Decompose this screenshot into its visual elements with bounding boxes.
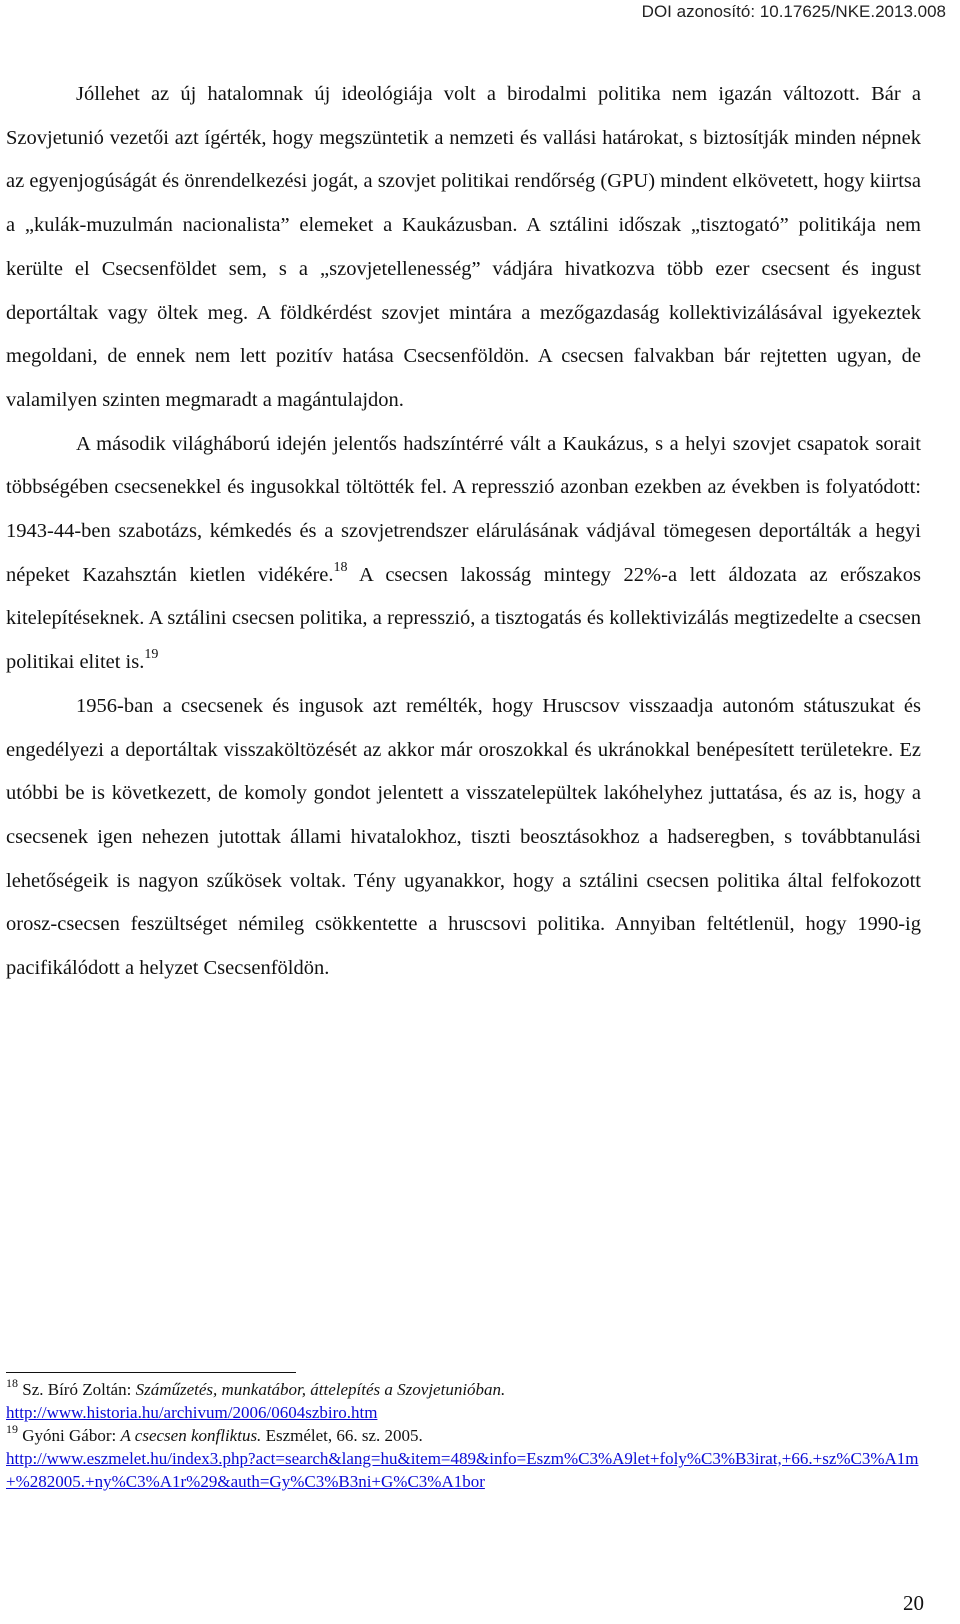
footnote-separator	[6, 1372, 296, 1373]
footnote-19-link[interactable]: http://www.eszmelet.hu/index3.php?act=search&lang=hu&item=489&info=Eszm%C3%A9let+foly%C3%B3irat,+66.+sz%C3%A1m+%282005.+ny%C3%A1r%29&auth=Gy%C3%B3ni+G%C3%A1bor	[6, 1449, 919, 1491]
footnote-rest: Eszmélet, 66. sz. 2005.	[261, 1426, 423, 1445]
paragraph-2	[6, 423, 921, 685]
footnote-number: 18	[6, 1376, 18, 1391]
footnote-ref-18[interactable]: 18	[333, 559, 348, 575]
paragraph-1: Jóllehet az új hatalomnak új ideológiája volt a birodalmi politika nem igazán változott. Bár a Szovjetunió vezetői azt ígérték, hogy megszüntetik a nemzeti és vallási határokat, s biztosítják minden népnek az egyenjogúságát és önrendelkezési jogát, a szovjet politikai rendőrség (GPU) mindent elkövetett, hogy kiirtsa a „kulák-muzulmán nacionalista” elemeket a Kaukázusban. A sztálini időszak „tisztogató” politikája nem kerülte el Csecsenföldet sem, s a „szovjetellenesség” vádjára hivatkozva több ezer csecsent és ingust deportáltak vagy öltek meg. A földkérdést szovjet mintára a mezőgazdaság kollektivizálásával igyekeztek megoldani, de ennek nem lett pozitív hatása Csecsenföldön. A csecsen falvakban bár rejtetten ugyan, de valamilyen szinten megmaradt a magántulajdon.	[6, 83, 921, 411]
footnote-title: Száműzetés, munkatábor, áttelepítés a Szovjetunióban.	[135, 1380, 506, 1399]
doi-header: DOI azonosító: 10.17625/NKE.2013.008	[641, 2, 946, 21]
footnotes	[6, 1378, 926, 1493]
paragraph-2-text-a: A második világháború idején jelentős hadszíntérré vált a Kaukázus, s a helyi szovjet csapatok sorait többségében csecsenekkel és ingusokkal töltötték fel. A represszió azonban ezekben az években is folyatódott: 1943-44-ben szabotázs, kémkedés és a szovjetrendszer elárulásának vádjával tömegesen deportálták a hegyi népeket Kazahsztán kietlen vidékére.	[6, 432, 921, 586]
footnote-ref-19[interactable]: 19	[144, 647, 159, 663]
main-text	[6, 73, 921, 991]
paragraph-3: 1956-ban a csecsenek és ingusok azt remélték, hogy Hruscsov visszaadja autonóm státuszukat és engedélyezi a deportáltak visszaköltözését az akkor már oroszokkal és ukránokkal benépesített területekre. Ez utóbbi be is következett, de komoly gondot jelentett a visszatelepültek lakóhelyhez juttatása, és az is, hogy a csecsenek igen nehezen jutottak állami hivatalokhoz, tiszti beosztásokhoz a hadseregben, s továbbtanulási lehetőségeik is nagyon szűkösek voltak. Tény ugyanakkor, hogy a sztálini csecsen politika által felfokozott orosz-csecsen feszültséget némileg csökkentette a hruscsovi politika. Annyiban feltétlenül, hogy 1990-ig pacifikálódott a helyzet Csecsenföldön.	[6, 694, 921, 980]
footnote-19	[6, 1424, 926, 1447]
footnote-18	[6, 1378, 926, 1401]
footnote-author: Gyóni Gábor:	[22, 1426, 121, 1445]
footnote-number: 19	[6, 1422, 18, 1437]
page-number: 20	[903, 1591, 924, 1615]
footnote-title: A csecsen konfliktus.	[120, 1426, 262, 1445]
footnote-author: Sz. Bíró Zoltán:	[22, 1380, 136, 1399]
paragraph-2-text-b: A csecsen lakosság mintegy 22%-a lett áldozata az erőszakos kitelepítéseknek. A sztálini csecsen politika, a represszió, a tisztogatás és kollektivizálás megtizedelte a csecsen politikai elitet is.	[6, 563, 921, 674]
footnote-18-link[interactable]: http://www.historia.hu/archivum/2006/0604szbiro.htm	[6, 1403, 378, 1422]
